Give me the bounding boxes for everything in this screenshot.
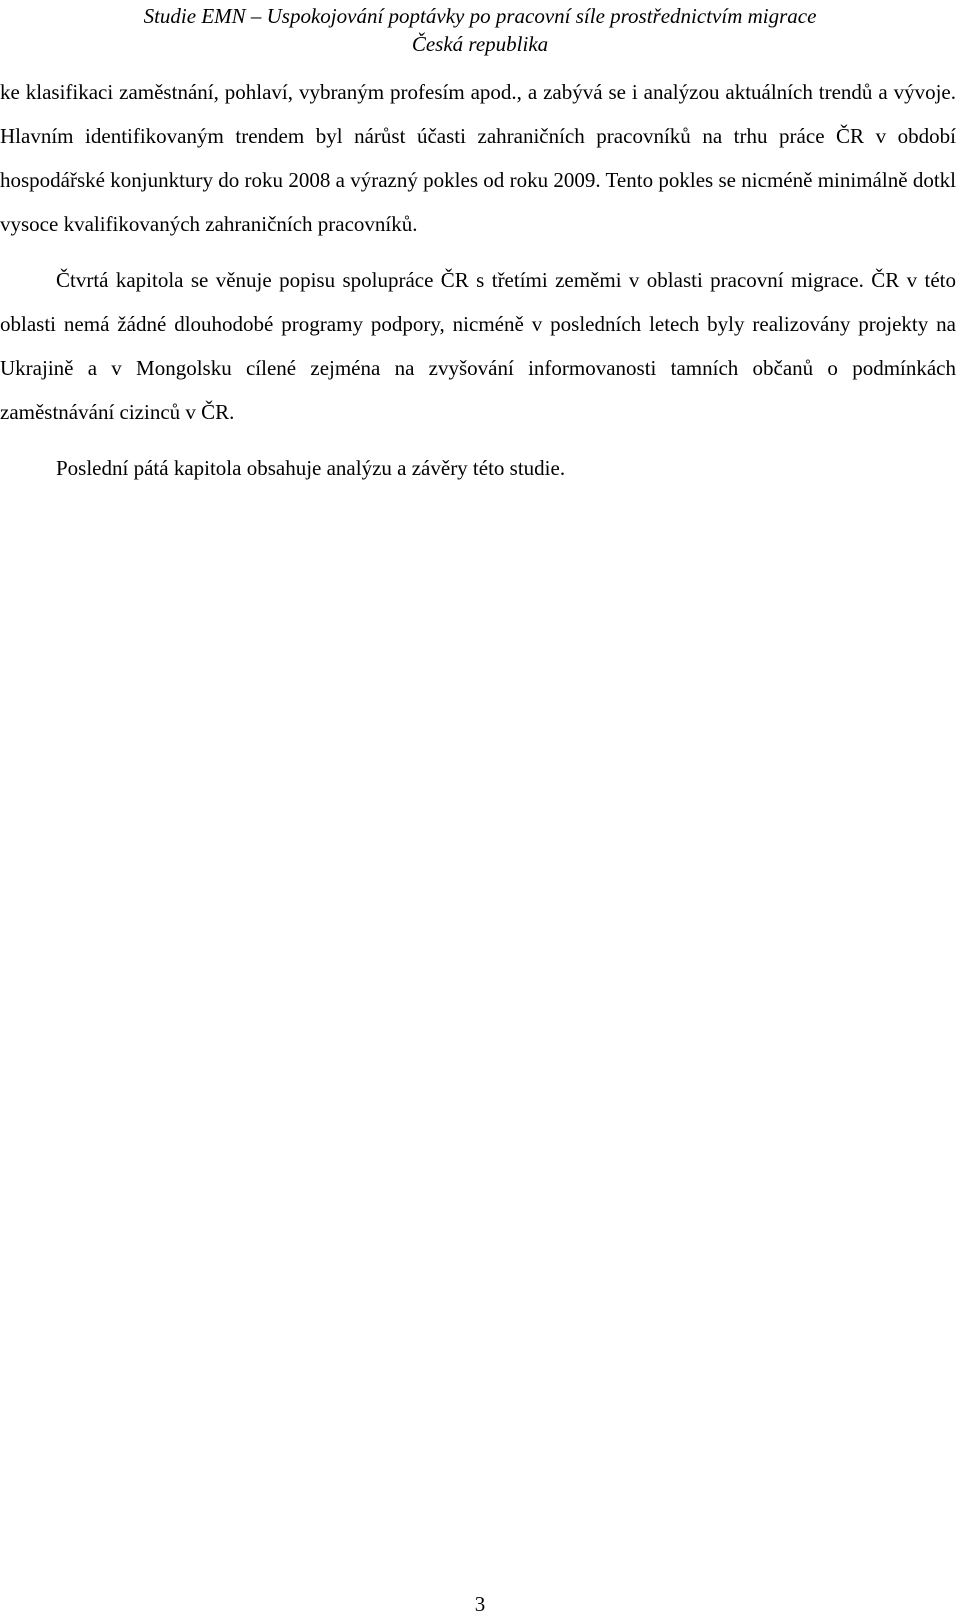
paragraph-continued: ke klasifikaci zaměstnání, pohlaví, vybraným profesím apod., a zabývá se i analýzou aktuálních trendů a vývoje. Hlavním identifikovaným trendem byl nárůst účasti zahraničních pracovníků na trhu práce ČR v období hospodářské konjunktury do roku 2008 a výrazný pokles od roku 2009. Tento pokles se nicméně minimálně dotkl vysoce kvalifikovaných zahraničních pracovníků. [0,80,956,236]
page-header [0,2,960,58]
header-title: Studie EMN – Uspokojování poptávky po pracovní síle prostřednictvím migrace [143,4,817,28]
paragraph-chapter-four: Čtvrtá kapitola se věnuje popisu spolupráce ČR s třetími zeměmi v oblasti pracovní migrace. ČR v této oblasti nemá žádné dlouhodobé programy podpory, nicméně v posledních letech byly realizovány projekty na Ukrajině a v Mongolsku cílené zejména na zvyšování informovanosti tamních občanů o podmínkách zaměstnávání cizinců v ČR. [0,268,956,424]
header-country: Česká republika [411,32,549,56]
page-number: 3 [474,1592,486,1616]
paragraph-chapter-five: Poslední pátá kapitola obsahuje analýzu a závěry této studie. [56,456,566,480]
document-body [0,70,956,490]
